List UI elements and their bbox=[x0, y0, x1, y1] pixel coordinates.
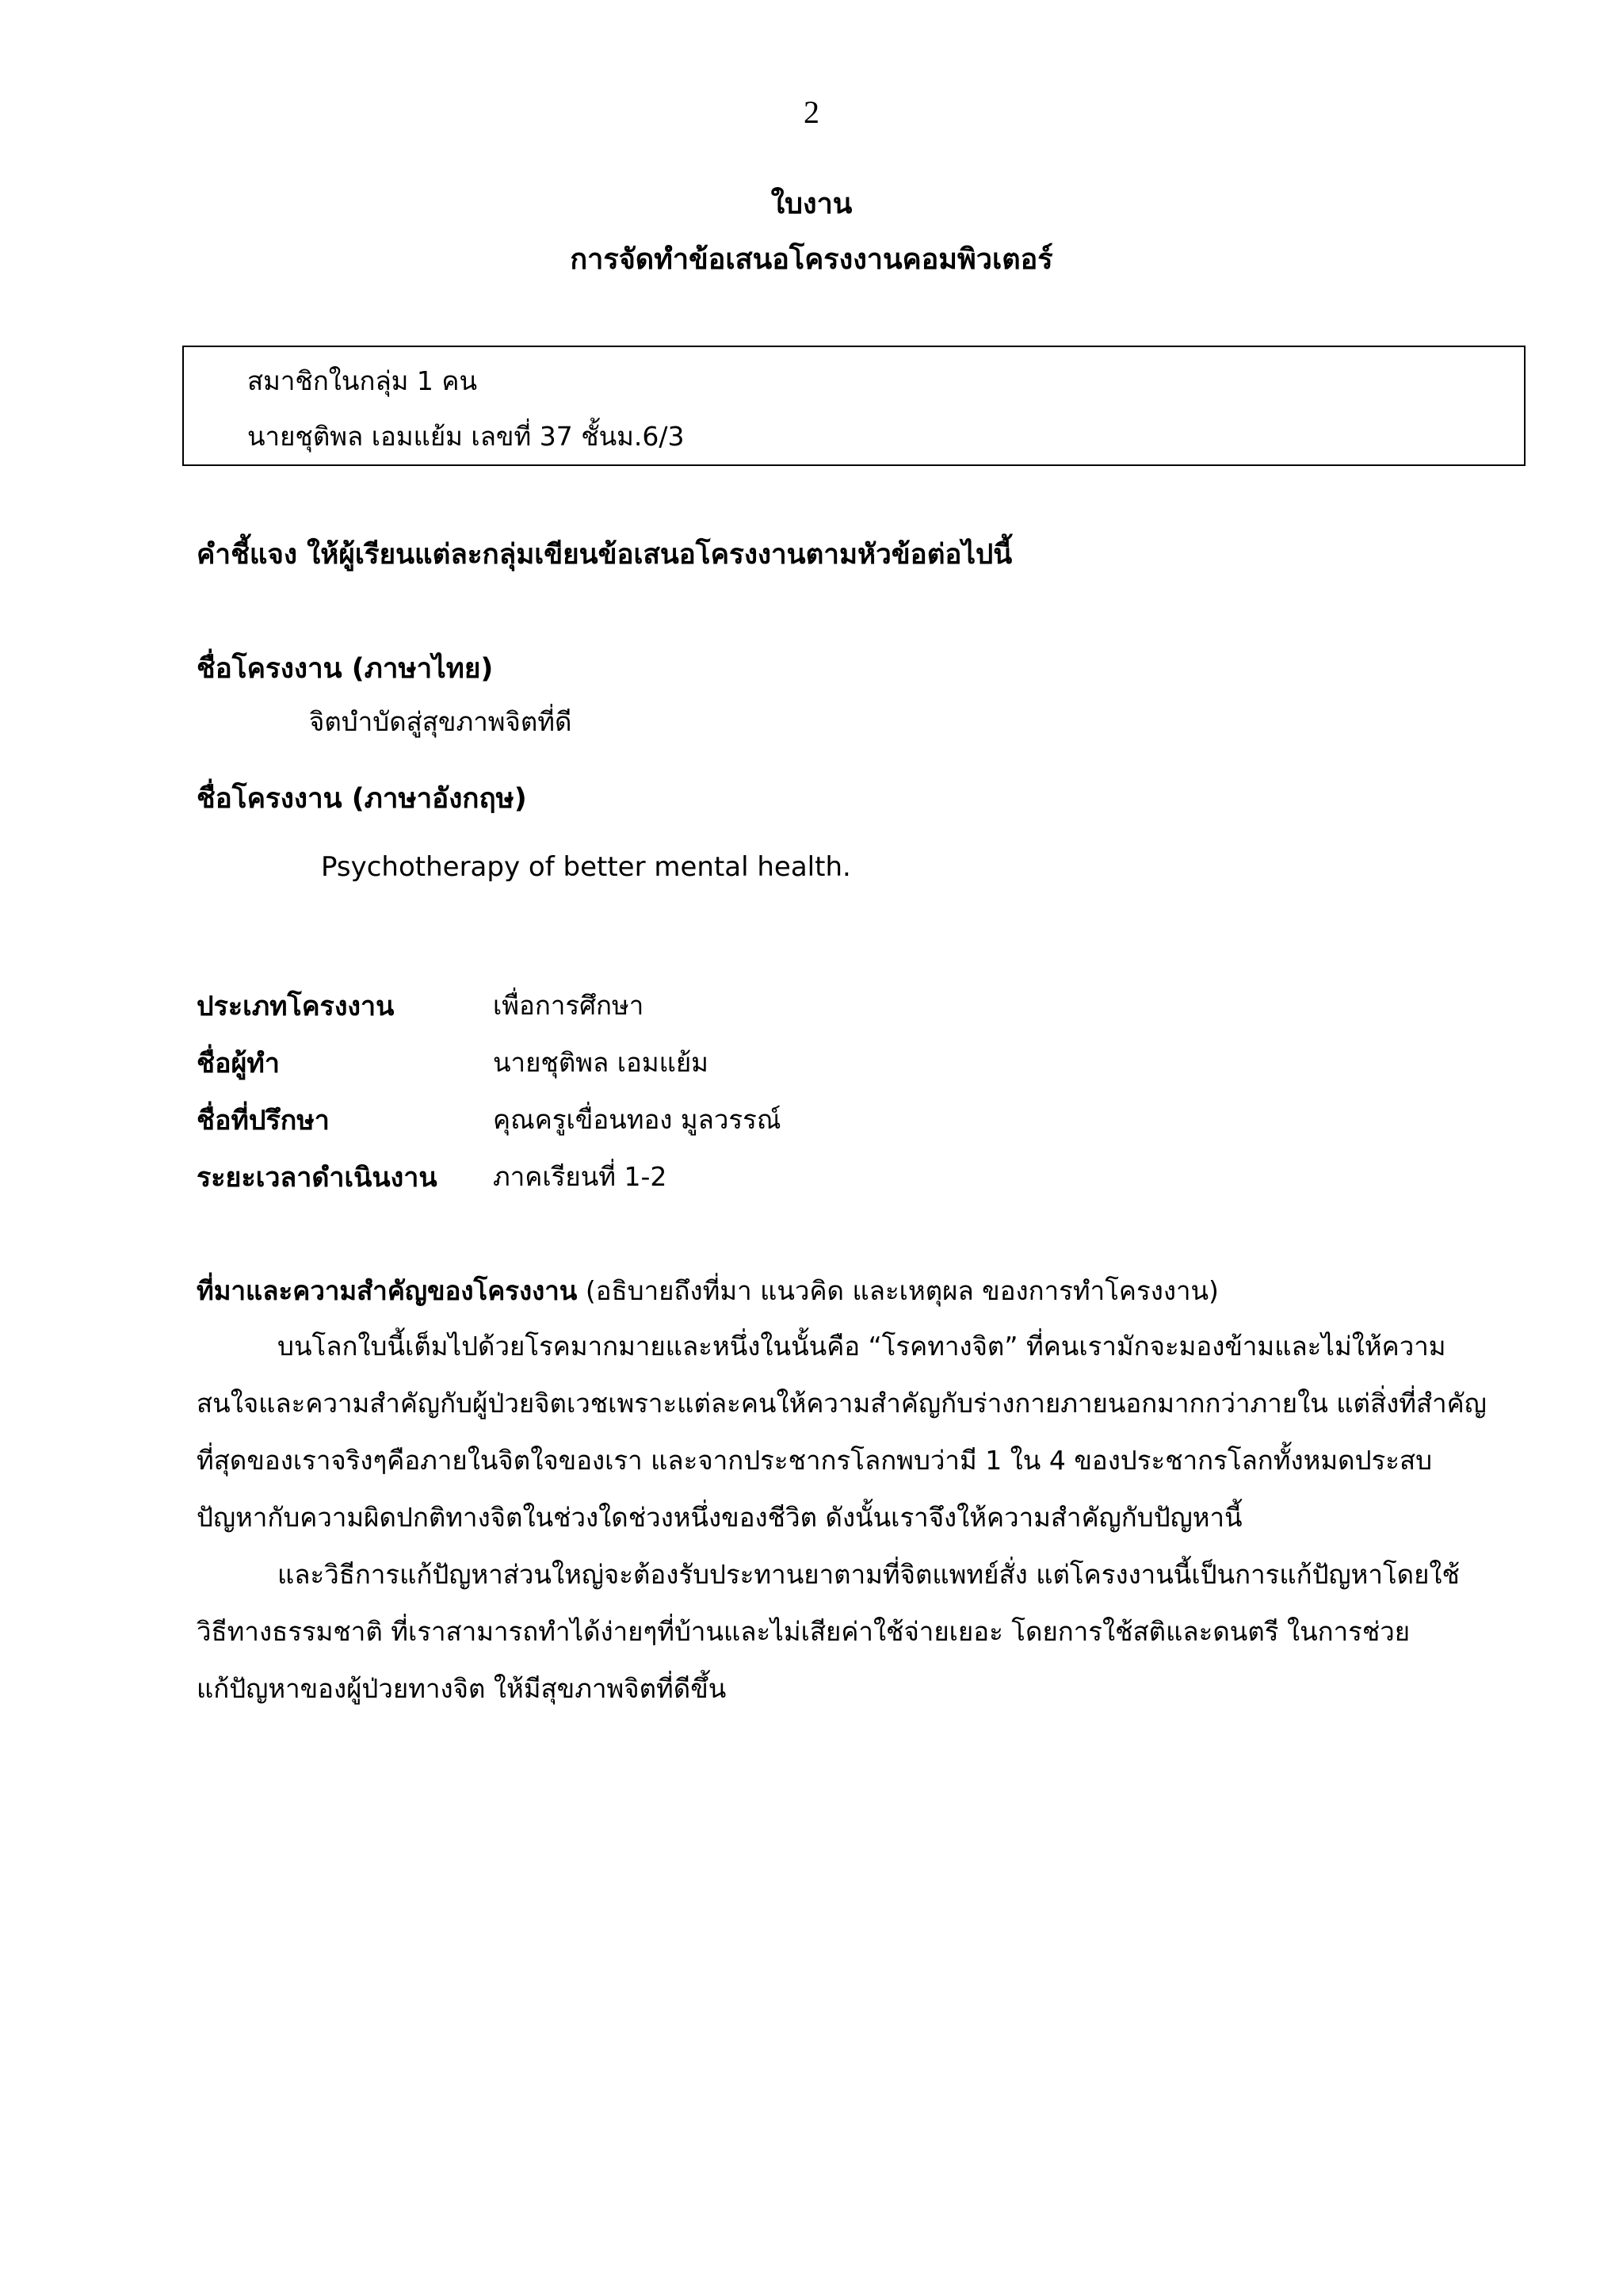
paragraph-line: แก้ปัญหาของผู้ป่วยทางจิต ให้มีสุขภาพจิตที่ดีขึ้น bbox=[197, 1673, 727, 1704]
background-heading-line bbox=[197, 1270, 1219, 1312]
member-count: สมาชิกในกลุ่ม 1 คน bbox=[247, 365, 478, 396]
paragraph-line: สนใจและความสำคัญกับผู้ป่วยจิตเวชเพราะแต่ละคนให้ความสำคัญกับร่างกายภายนอกมากกว่าภายใน แต่สิ่งที่สำคัญ bbox=[197, 1388, 1487, 1419]
project-name-en-label: ชื่อโครงงาน (ภาษาอังกฤษ) bbox=[197, 783, 527, 815]
background-heading-note: (อธิบายถึงที่มา แนวคิด และเหตุผล ของการทำโครงงาน) bbox=[577, 1275, 1219, 1306]
duration-value: ภาคเรียนที่ 1-2 bbox=[493, 1161, 667, 1192]
paragraph-line: บนโลกใบนี้เต็มไปด้วยโรคมากมายและหนึ่งในนั้นคือ “โรคทางจิต” ที่คนเรามักจะมองข้ามและไม่ให้ความ bbox=[277, 1331, 1446, 1362]
advisor-value: คุณครูเขื่อนทอง มูลวรรณ์ bbox=[493, 1104, 781, 1135]
paragraph-line: ปัญหากับความผิดปกติทางจิตในช่วงใดช่วงหนึ่งของชีวิต ดังนั้นเราจึงให้ความสำคัญกับปัญหานี้ bbox=[197, 1502, 1243, 1533]
author-value: นายชุติพล เอมแย้ม bbox=[493, 1047, 708, 1078]
project-type-value: เพื่อการศึกษา bbox=[493, 990, 644, 1021]
members-box bbox=[182, 346, 1526, 466]
instruction: คำชี้แจง ให้ผู้เรียนแต่ละกลุ่มเขียนข้อเสนอโครงงานตามหัวข้อต่อไปนี้ bbox=[197, 539, 1013, 571]
worksheet-subtitle: การจัดทำข้อเสนอโครงงานคอมพิวเตอร์ bbox=[570, 243, 1053, 276]
project-type-label: ประเภทโครงงาน bbox=[197, 991, 395, 1022]
worksheet-title: ใบงาน bbox=[770, 188, 853, 220]
advisor-label: ชื่อที่ปรึกษา bbox=[197, 1105, 330, 1137]
project-name-th-label: ชื่อโครงงาน (ภาษาไทย) bbox=[197, 653, 494, 685]
project-name-en-value: Psychotherapy of better mental health. bbox=[321, 851, 851, 883]
author-label: ชื่อผู้ทำ bbox=[197, 1048, 280, 1079]
page-number: 2 bbox=[804, 94, 819, 130]
background-heading: ที่มาและความสำคัญของโครงงาน bbox=[197, 1275, 578, 1306]
member-name: นายชุติพล เอมแย้ม เลขที่ 37 ชั้นม.6/3 bbox=[247, 421, 685, 452]
paragraph-line: ที่สุดของเราจริงๆคือภายในจิตใจของเรา และจากประชากรโลกพบว่ามี 1 ใน 4 ของประชากรโลกทั้งหมดประสบ bbox=[197, 1445, 1433, 1476]
project-name-th-value: จิตบำบัดสู่สุขภาพจิตที่ดี bbox=[309, 706, 572, 737]
paragraph-line: วิธีทางธรรมชาติ ที่เราสามารถทำได้ง่ายๆที่บ้านและไม่เสียค่าใช้จ่ายเยอะ โดยการใช้สติและดนตรี ในการช่วย bbox=[197, 1616, 1411, 1647]
duration-label: ระยะเวลาดำเนินงาน bbox=[197, 1162, 437, 1194]
paragraph-line: และวิธีการแก้ปัญหาส่วนใหญ่จะต้องรับประทานยาตามที่จิตแพทย์สั่ง แต่โครงงานนี้เป็นการแก้ปัญหาโดยใช้ bbox=[277, 1559, 1460, 1590]
